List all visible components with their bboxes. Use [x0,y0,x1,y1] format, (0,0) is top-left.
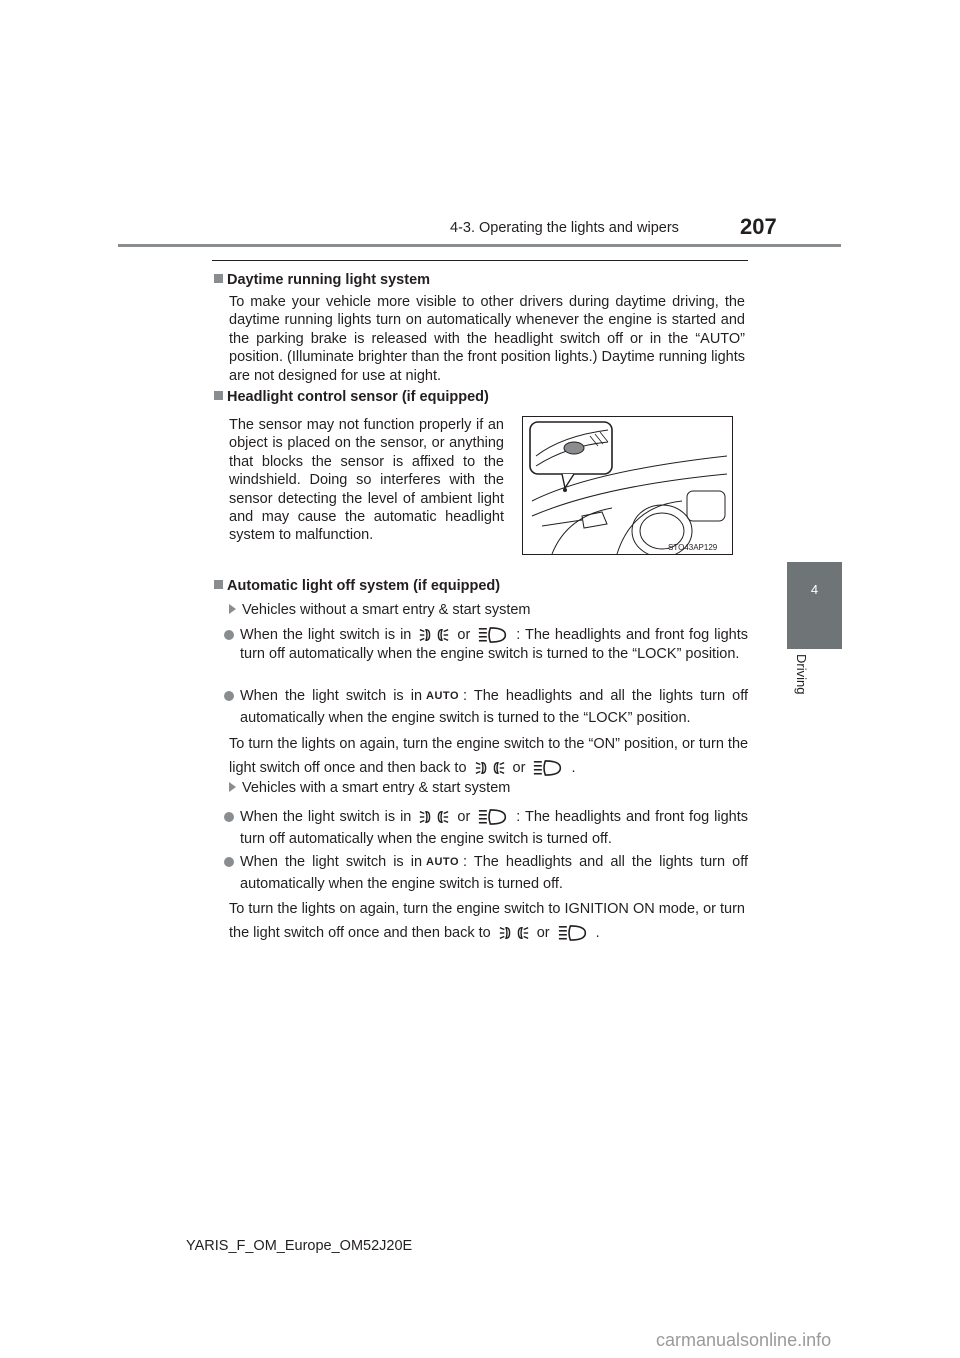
sensor-figure [522,416,733,555]
g2b2-post: : The headlights and all the lights turn off automatically when the engine switch is turned off. [240,854,749,892]
square-bullet-icon [214,274,223,283]
bullet-dot-icon [224,857,234,867]
g1b1-post: : The headlights and front fog lights turn off automatically when the engine switch is turned to the “LOCK” position. [240,627,748,662]
bullet-dot-icon [224,691,234,701]
g1b2-post: : The headlights and all the lights turn off automatically when the engine switch is turned to the “LOCK” position. [240,688,749,726]
g2-note-end: . [595,925,600,941]
sensor-paragraph: The sensor may not function properly if an object is placed on the sensor, or anything that blocks the sensor is affixed to the windshield. Doing so interferes with the sensor detecting the level of ambient light and may cause the automatic headlight system to malfunction. [229,417,504,544]
tail-light-icon [419,808,449,826]
header-rule [118,244,841,247]
group1-title [229,602,531,618]
group2-bullet-2 [224,851,748,895]
heading-auto-off [214,578,500,594]
heading-sensor [214,389,489,405]
figure-code: STO43AP129 [668,543,718,552]
g1-note-pre: To turn the lights on again, turn the engine switch to the “ON” position, or turn the light switch off once and then back to [229,736,749,776]
header-section-title: 4-3. Operating the lights and wipers [450,220,679,236]
auto-icon: AUTO [426,690,460,702]
g2b1-or: or [457,809,471,825]
headlight-icon [558,924,588,942]
side-tab-number: 4 [810,582,819,597]
headlight-icon [478,626,508,644]
section-rule [212,260,748,261]
group1-title-text: Vehicles without a smart entry & start system [242,602,531,618]
g2b1-post: : The headlights and front fog lights turn off automatically when the engine switch is turned off. [240,809,748,847]
group1-bullet-1 [224,626,748,663]
heading-drl-text: Daytime running light system [227,272,431,288]
page-number: 207 [740,214,777,239]
tail-light-icon [419,626,449,644]
group2-note [229,897,745,945]
group2-title [229,780,510,796]
headlight-icon [478,808,508,826]
square-bullet-icon [214,391,223,400]
group1-bullet-2 [224,685,748,729]
g1b1-pre: When the light switch is in [240,627,412,643]
g2-note-or: or [536,925,550,941]
group1-note [229,732,749,780]
side-tab [787,562,842,649]
g1b1-or: or [457,627,471,643]
tail-light-icon [499,924,529,942]
heading-auto-off-text: Automatic light off system (if equipped) [227,578,501,594]
g2b1-pre: When the light switch is in [240,809,412,825]
triangle-bullet-icon [229,604,236,614]
watermark: carmanualsonline.info [656,1330,832,1350]
square-bullet-icon [214,580,223,589]
auto-icon: AUTO [426,856,460,868]
drl-paragraph: To make your vehicle more visible to other drivers during daytime driving, the daytime running lights turn on automatically whenever the engine is started and the parking brake is released with the headlight switch off or in the “AUTO” position. (Illuminate brighter than the front position lights.) Daytime running lights are not designed for use at night. [229,294,745,384]
g1-note-end: . [571,760,576,776]
triangle-bullet-icon [229,782,236,792]
g2b2-pre: When the light switch is in [240,854,423,870]
bullet-dot-icon [224,812,234,822]
group2-bullet-1 [224,806,748,850]
bullet-dot-icon [224,630,234,640]
headlight-icon [533,759,563,777]
heading-sensor-text: Headlight control sensor (if equipped) [227,389,489,405]
tail-light-icon [475,759,505,777]
side-tab-label: Driving [794,654,809,695]
heading-drl [214,272,430,288]
g1-note-or: or [512,760,526,776]
footer-doc-id: YARIS_F_OM_Europe_OM52J20E [186,1238,413,1254]
g2-note-pre: To turn the lights on again, turn the engine switch to IGNITION ON mode, or turn the light switch off once and then back to [229,901,745,941]
g1b2-pre: When the light switch is in [240,688,423,704]
group2-title-text: Vehicles with a smart entry & start system [242,780,511,796]
